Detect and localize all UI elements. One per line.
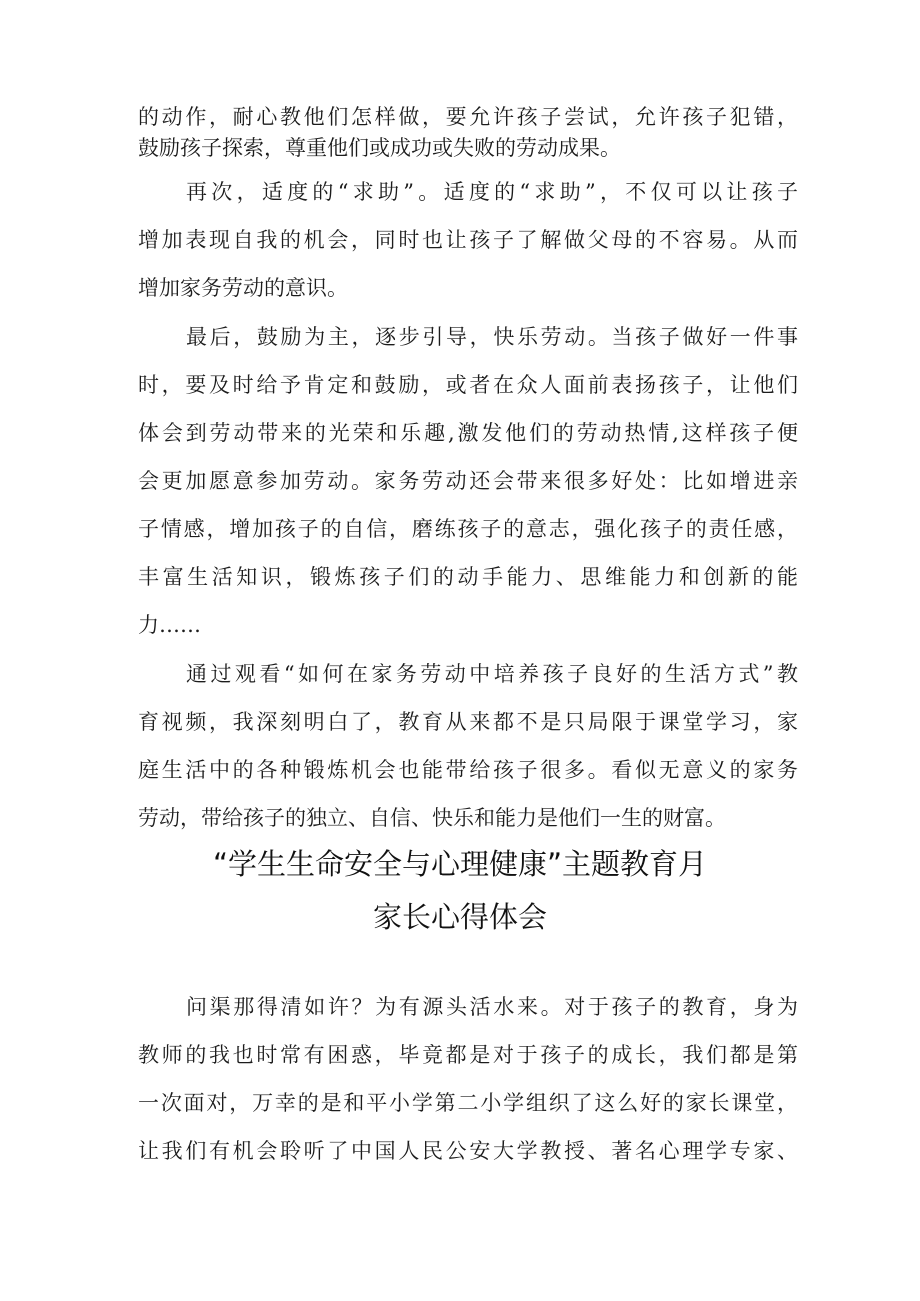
body-text-line: 增加表现自我的机会，同时也让孩子了解做父母的不容易。从而 [138,228,798,252]
body-text-line: 通过观看“如何在家务劳动中培养孩子良好的生活方式”教 [186,662,798,686]
body-text-line: 让我们有机会聆听了中国人民公安大学教授、著名心理学专家、 [138,1139,798,1163]
body-text-line: 育视频，我深刻明白了，教育从来都不是只局限于课堂学习，家 [138,710,798,734]
body-text-line: 再次，适度的“求助”。适度的“求助”，不仅可以让孩子 [186,180,798,204]
body-text-line: 增加家务劳动的意识。 [138,276,348,300]
document-title: “学生生命安全与心理健康”主题教育月 [212,847,708,881]
body-text-line: 体会到劳动带来的光荣和乐趣,激发他们的劳动热情,这样孩子便 [138,421,798,445]
body-text-line: 丰富生活知识，锻炼孩子们的动手能力、思维能力和创新的能 [138,565,798,589]
body-text-line: 一次面对，万幸的是和平小学第二小学组织了这么好的家长课堂， [138,1091,798,1115]
body-text-line: 力…… [138,613,201,637]
body-text-line: 子情感，增加孩子的自信，磨练孩子的意志，强化孩子的责任感， [138,517,798,541]
body-text-line: 会更加愿意参加劳动。家务劳动还会带来很多好处：比如增进亲 [138,469,798,493]
body-text-line: 问渠那得清如许？为有源头活水来。对于孩子的教育，身为 [186,995,798,1019]
body-text-line: 教师的我也时常有困惑，毕竟都是对于孩子的成长，我们都是第 [138,1043,798,1067]
body-text-line: 最后，鼓励为主，逐步引导，快乐劳动。当孩子做好一件事 [186,325,798,349]
body-text-line: 庭生活中的各种锻炼机会也能带给孩子很多。看似无意义的家务 [138,758,798,782]
body-text-line: 的动作，耐心教他们怎样做，要允许孩子尝试，允许孩子犯错， [138,105,798,129]
body-text-line: 鼓励孩子探索，尊重他们或成功或失败的劳动成果。 [138,136,621,160]
body-text-line: 时，要及时给予肯定和鼓励，或者在众人面前表扬孩子，让他们 [138,373,798,397]
body-text-line: 劳动，带给孩子的独立、自信、快乐和能力是他们一生的财富。 [138,806,726,830]
document-subtitle: 家长心得体会 [372,900,547,934]
